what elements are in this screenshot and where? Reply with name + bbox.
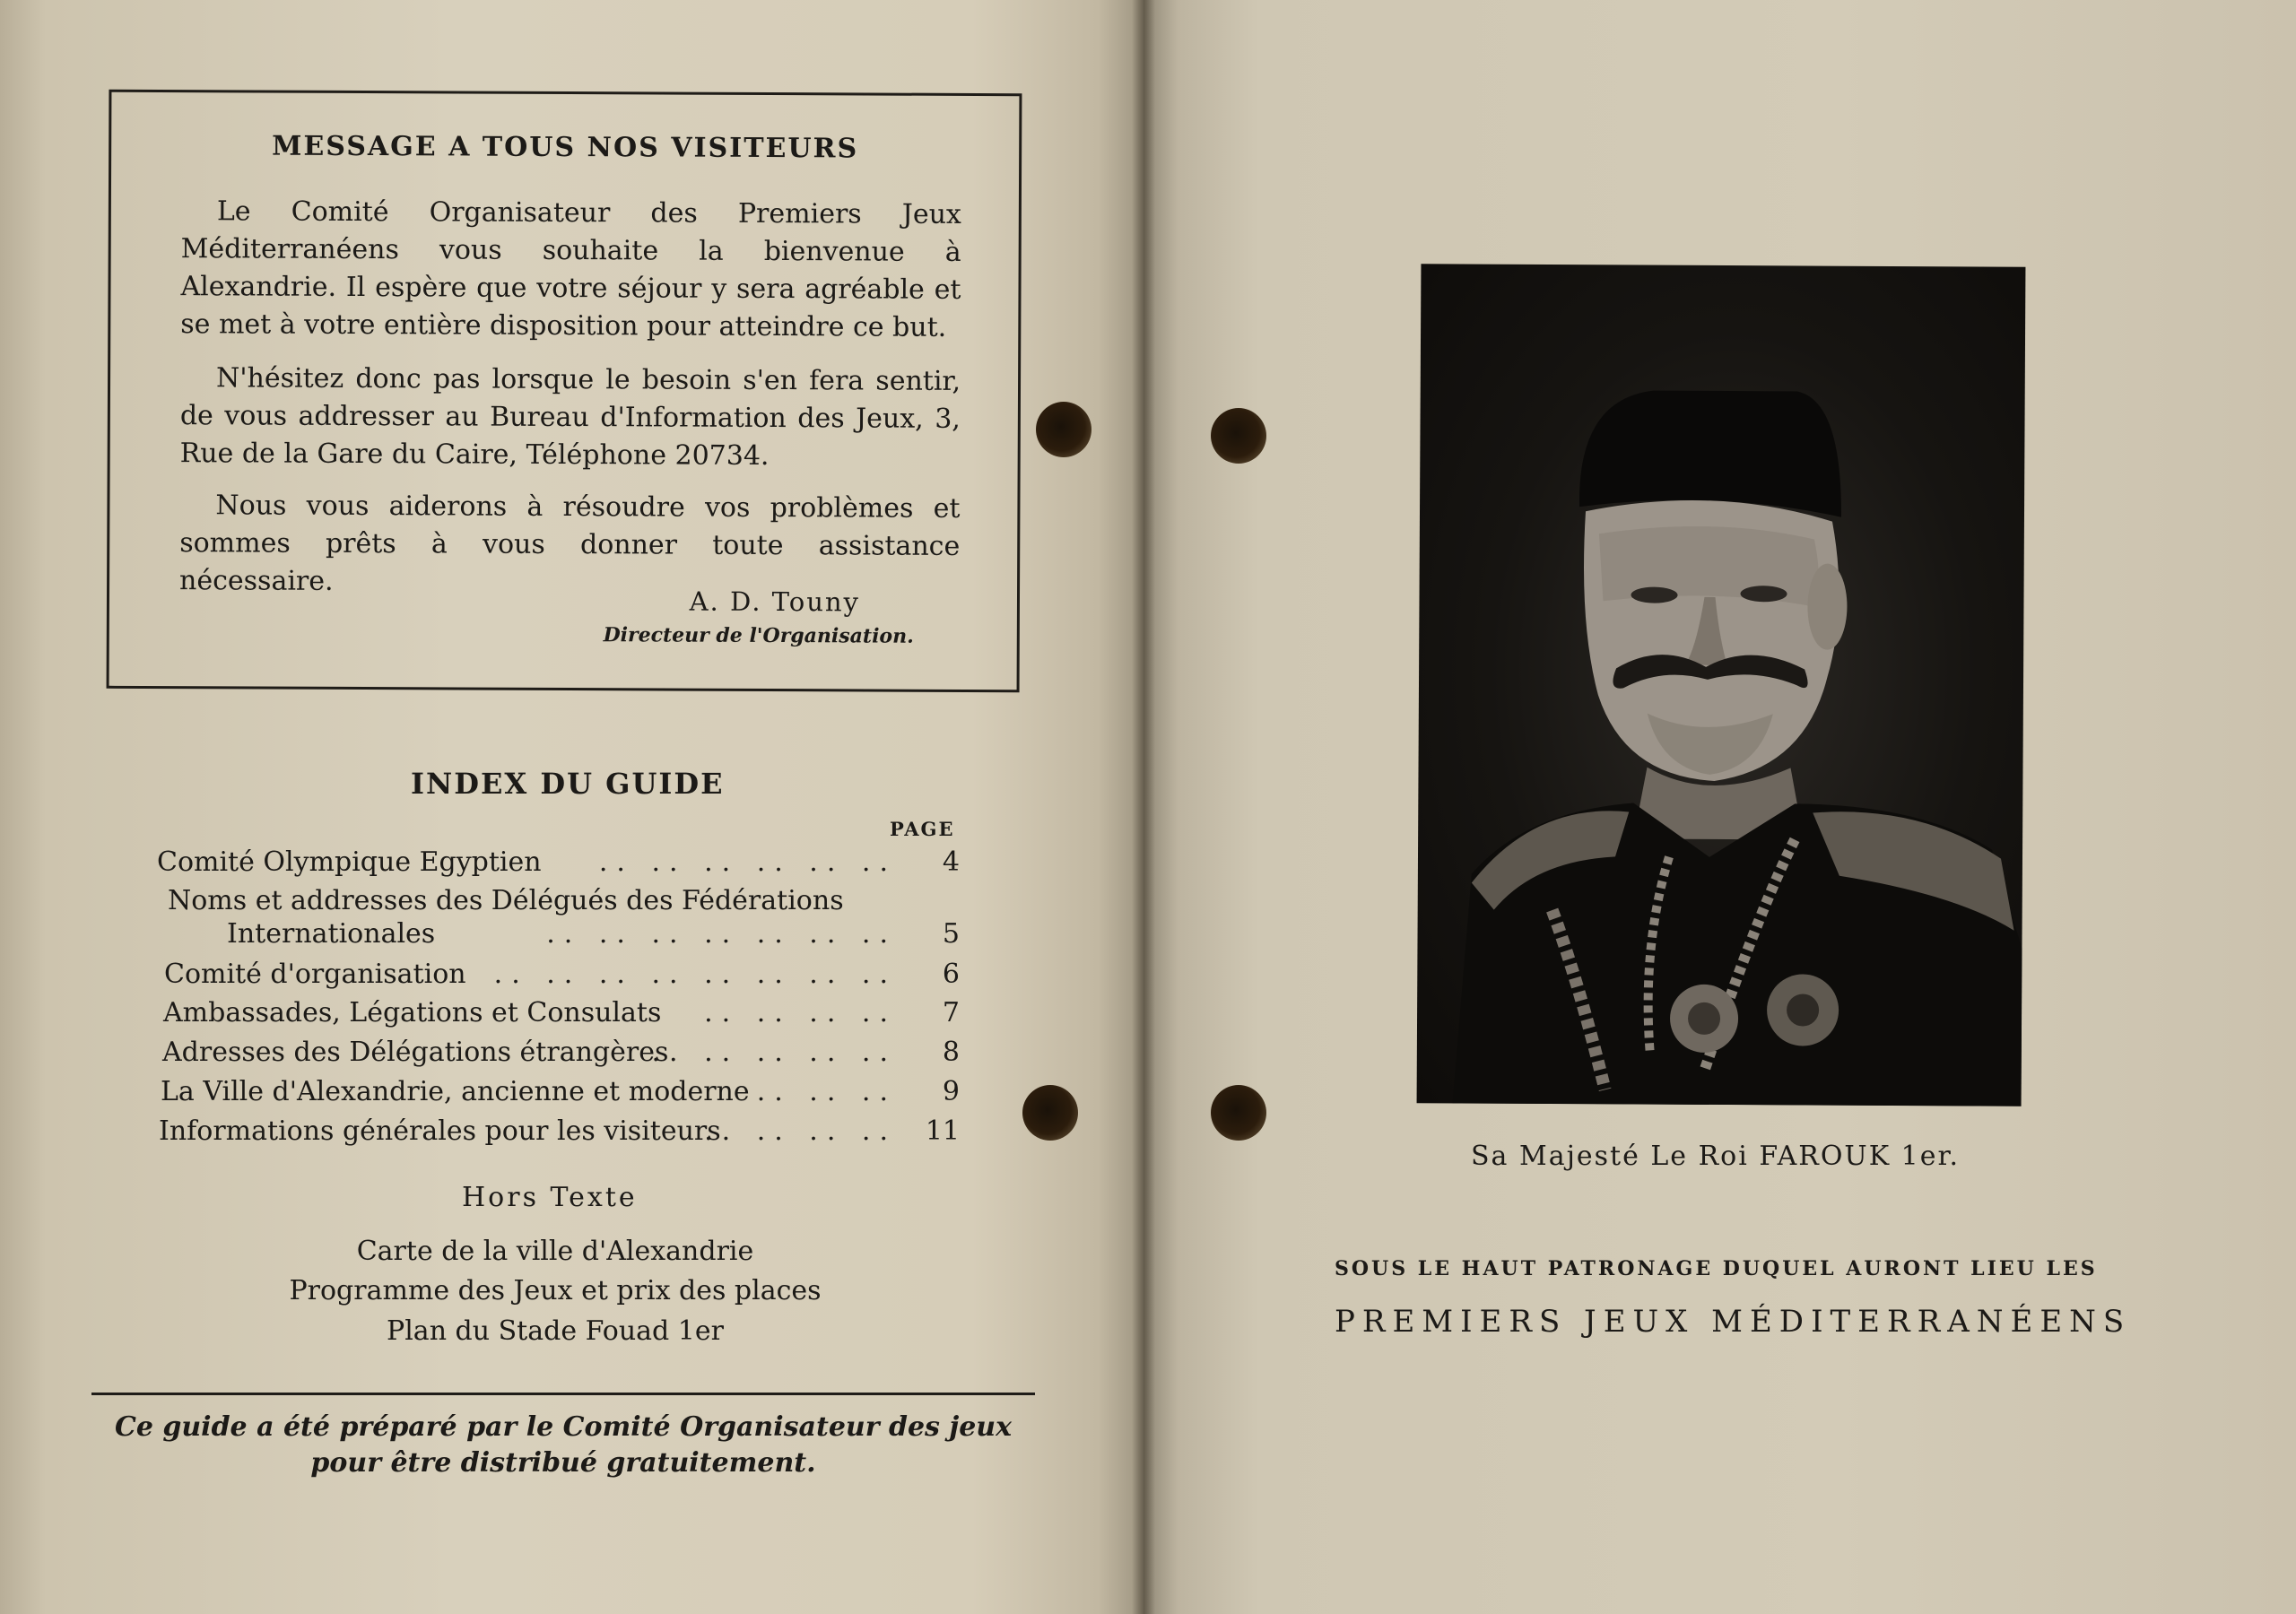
index-row-leader: .. .. .. — [756, 1076, 897, 1107]
index-row — [161, 1074, 960, 1110]
index-row-label: Internationales — [227, 918, 436, 950]
index-row — [163, 995, 960, 1031]
hors-texte-item: Programme des Jeux et prix des places — [289, 1275, 822, 1306]
index-row — [164, 957, 960, 993]
portrait-illustration — [1417, 264, 2026, 1106]
message-paragraph-3: Nous vous aiderons à résoudre vos problèmes et sommes prêts à vous donner toute assistance nécessaire. — [178, 490, 961, 597]
index-row-page: 9 — [942, 1076, 960, 1107]
index-row-label: Ambassades, Légations et Consulats — [163, 997, 662, 1028]
index-page-header: PAGE — [890, 818, 955, 840]
index-row — [162, 1035, 960, 1071]
index-row — [157, 845, 960, 881]
index-row-leader: .. .. .. .. .. — [651, 1037, 897, 1068]
punch-hole-icon — [1211, 1085, 1266, 1141]
index-row-leader: .. .. .. .. — [704, 997, 897, 1028]
hors-texte-item: Carte de la ville d'Alexandrie — [356, 1236, 754, 1267]
index-row-page: 4 — [942, 846, 960, 878]
index-row-label: Comité Olympique Egyptien — [157, 846, 542, 878]
index-row-page: 6 — [942, 959, 960, 990]
book-spine — [1132, 0, 1155, 1614]
divider — [91, 1393, 1035, 1395]
index-row-label: La Ville d'Alexandrie, ancienne et moderne — [161, 1076, 750, 1107]
punch-hole-icon — [1036, 402, 1091, 457]
message-box — [107, 90, 1022, 692]
king-portrait-photo — [1417, 264, 2026, 1106]
index-row-page: 5 — [942, 918, 960, 950]
index-row-page: 7 — [942, 997, 960, 1028]
index-row-leader: .. .. .. .. .. .. — [598, 846, 897, 878]
hors-texte-title: Hors Texte — [462, 1182, 638, 1213]
guide-note-line-2: pour être distribué gratuitement. — [310, 1447, 816, 1479]
guide-note-line-1: Ce guide a été préparé par le Comité Organisateur des jeux — [114, 1411, 1013, 1443]
index-row-leader: .. .. .. .. — [704, 1115, 897, 1147]
index-row-label: Adresses des Délégations étrangères — [162, 1037, 669, 1068]
message-signature: A. D. Touny — [689, 586, 861, 618]
punch-hole-icon — [1022, 1085, 1078, 1141]
portrait-caption: Sa Majesté Le Roi FAROUK 1er. — [1471, 1141, 1961, 1172]
index-row-label: Informations générales pour les visiteurs — [159, 1115, 721, 1147]
index-row-label: Noms et addresses des Délégués des Fédérations — [168, 885, 844, 916]
patronage-line: SOUS LE HAUT PATRONAGE DUQUEL AURONT LIEU LES — [1335, 1257, 2098, 1280]
index-row — [168, 883, 970, 919]
index-row-page: 8 — [942, 1037, 960, 1068]
index-row-leader: .. .. .. .. .. .. .. — [546, 918, 897, 950]
guide-note — [81, 1410, 1046, 1481]
message-title: MESSAGE A TOUS NOS VISITEURS — [272, 130, 859, 165]
index-row — [157, 916, 960, 952]
hors-texte-item: Plan du Stade Fouad 1er — [387, 1315, 724, 1347]
games-title: PREMIERS JEUX MÉDITERRANÉENS — [1335, 1304, 2132, 1340]
message-signature-role: Directeur de l'Organisation. — [603, 623, 914, 648]
punch-hole-icon — [1211, 408, 1266, 464]
message-paragraph-1: Le Comité Organisateur des Premiers Jeux Méditerranéens vous souhaite la bienvenue à Alexandrie. Il espère que votre séjour y sera agréable et se met à votre entière disposition pour atteindre ce but. — [180, 195, 961, 343]
message-paragraph-2: N'hésitez donc pas lorsque le besoin s'en fera sentir, de vous addresser au Bureau d'Information des Jeux, 3, Rue de la Gare du Caire, Téléphone 20734. — [179, 362, 961, 472]
index-title: INDEX DU GUIDE — [411, 767, 725, 801]
index-row-label: Comité d'organisation — [164, 959, 466, 990]
index-row-leader: .. .. .. .. .. .. .. .. — [493, 959, 897, 990]
index-row — [159, 1114, 960, 1150]
index-row-page: 11 — [925, 1115, 960, 1147]
